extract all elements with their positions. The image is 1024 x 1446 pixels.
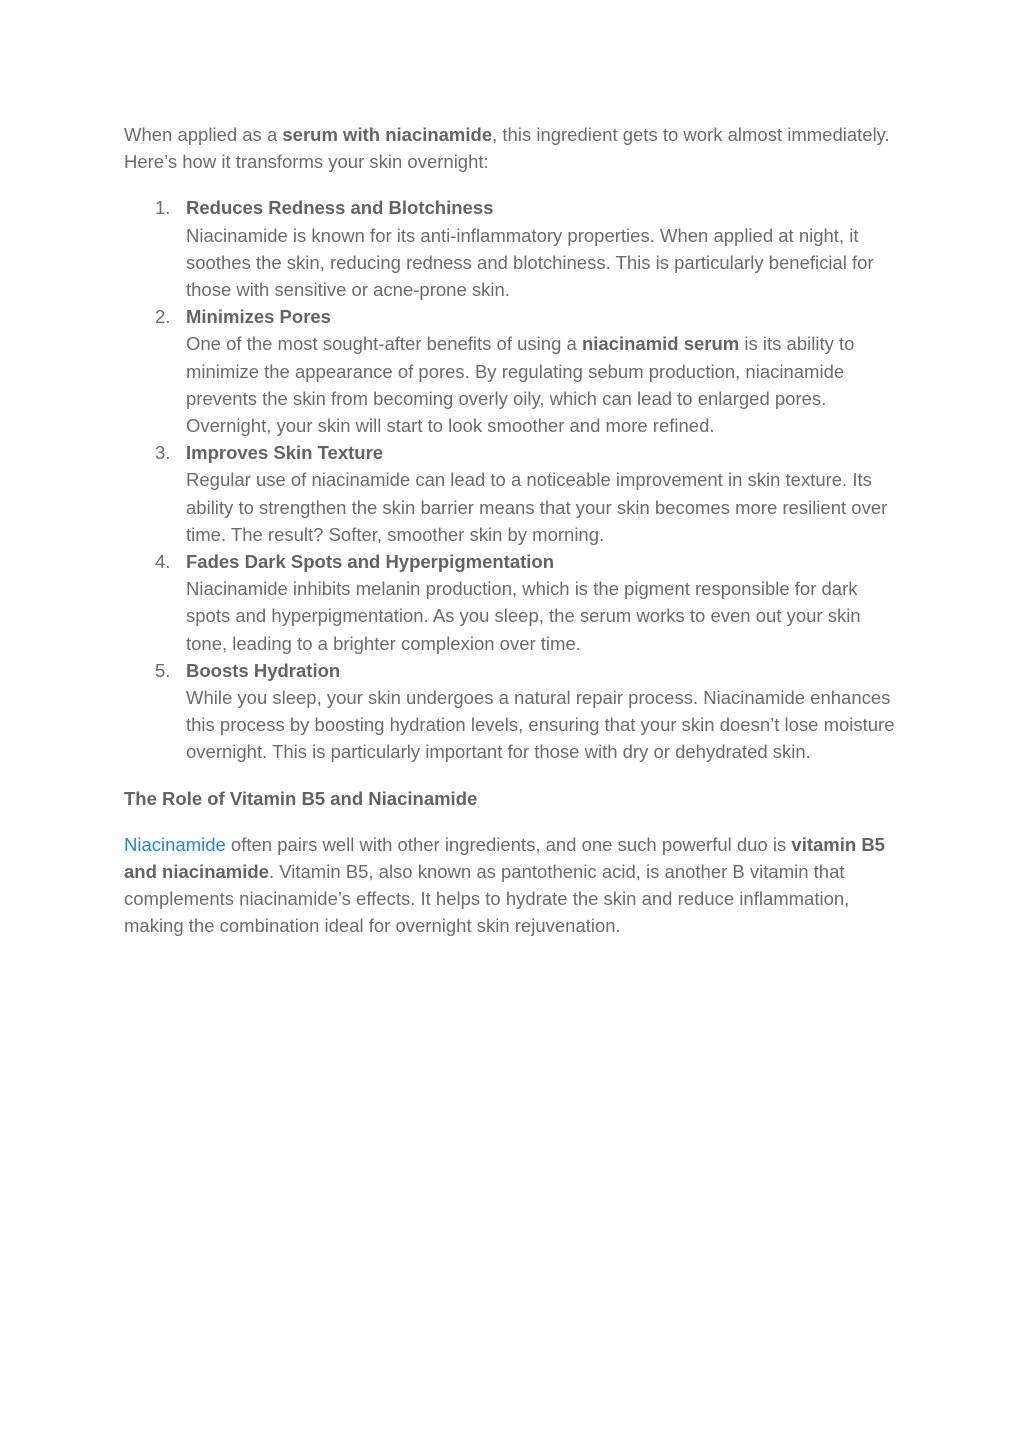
list-item-title: Improves Skin Texture <box>186 442 384 464</box>
list-item-number: 4. <box>155 551 171 573</box>
list-item-number: 1. <box>155 197 171 219</box>
intro-text-pre: When applied as a <box>124 124 283 145</box>
section-bold-phrase: vitamin B5 and niacinamide <box>124 833 885 883</box>
list-item-body: Regular use of niacinamide can lead to a noticeable improvement in skin texture. Its ability to strengthen the skin barrier means that your skin becomes more resilient over time. The result? Softer, smoother skin by morning. <box>186 469 888 545</box>
intro-text-post: , this ingredient gets to work almost immediately. Here’s how it transforms your skin overnight: <box>124 124 890 173</box>
list-item-title: Fades Dark Spots and Hyperpigmentation <box>186 551 555 573</box>
list-item-body: Niacinamide inhibits melanin production, which is the pigment responsible for dark spots and hyperpigmentation. As you sleep, the serum works to even out your skin tone, leading to a brighter complexion over time. <box>186 578 861 654</box>
list-item-body <box>186 330 904 439</box>
list-item-number: 2. <box>155 306 171 328</box>
list-item-body-post: is its ability to minimize the appearance of pores. By regulating sebum production, niacinamide prevents the skin from becoming overly oily, which can lead to enlarged pores. Overnight, your skin will start to look smoother and more refined. <box>186 333 855 437</box>
section-text-2: . Vitamin B5, also known as pantothenic acid, is another B vitamin that complements niacinamide’s effects. It helps to hydrate the skin and reduce inflammation, making the combination ideal for overnight skin rejuvenation. <box>124 861 850 937</box>
list-item-title: Minimizes Pores <box>186 306 331 328</box>
list-item <box>124 548 904 657</box>
intro-bold-phrase: serum with niacinamide <box>282 124 493 145</box>
section-heading: The Role of Vitamin B5 and Niacinamide <box>124 787 478 809</box>
section-paragraph <box>124 831 904 940</box>
document-page <box>124 121 904 940</box>
list-item-body-pre: One of the most sought-after benefits of using a <box>186 333 582 355</box>
list-item <box>124 303 904 439</box>
list-item-number: 5. <box>155 659 171 681</box>
benefits-list <box>124 194 904 765</box>
section-text-1: often pairs well with other ingredients, and one such powerful duo is <box>225 833 792 855</box>
list-item-body: Niacinamide is known for its anti-inflammatory properties. When applied at night, it soothes the skin, reducing redness and blotchiness. This is particularly beneficial for those with sensitive or acne-prone skin. <box>186 224 874 301</box>
list-item <box>124 657 904 766</box>
list-item-body: While you sleep, your skin undergoes a natural repair process. Niacinamide enhances this process by boosting hydration levels, ensuring that your skin doesn’t lose moisture overnight. This is particularly important for those with dry or dehydrated skin. <box>186 687 895 763</box>
list-item-title: Boosts Hydration <box>186 659 341 681</box>
intro-paragraph <box>124 121 904 175</box>
list-item <box>124 194 904 303</box>
list-item-title: Reduces Redness and Blotchiness <box>186 197 494 219</box>
list-item <box>124 439 904 548</box>
list-item-body-bold: niacinamid serum <box>581 333 740 355</box>
list-item-number: 3. <box>155 442 171 464</box>
niacinamide-link[interactable]: Niacinamide <box>124 833 226 855</box>
